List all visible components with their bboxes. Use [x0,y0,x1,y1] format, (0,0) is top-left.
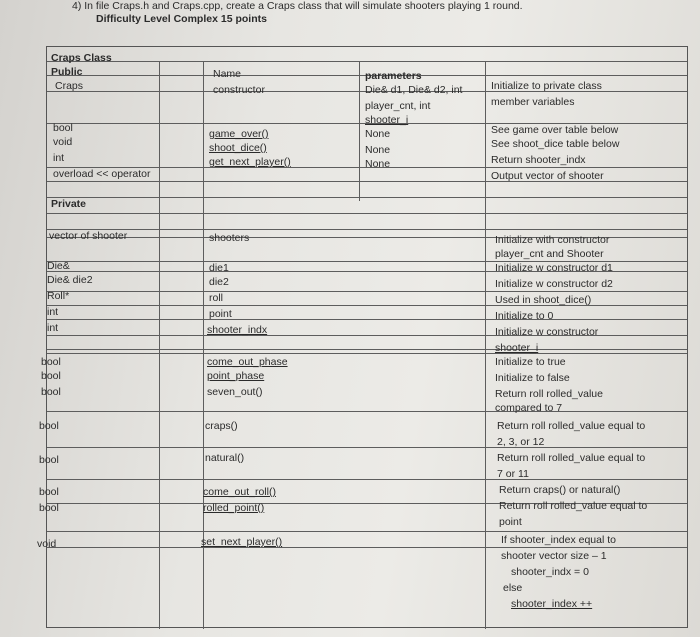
desc-line: Initialize to private class [491,80,602,92]
member-name: rolled_point() [203,502,265,514]
type-cell: bool [41,370,61,382]
desc-line: Initialize to 0 [495,310,554,322]
desc-line: Initialize to true [495,356,566,368]
desc-line: Return roll rolled_value equal to [497,420,646,432]
member-name: set_next_player() [201,536,283,548]
type-cell: bool [41,386,61,398]
desc-line: else [503,582,523,594]
desc-line: Used in shoot_dice() [495,294,592,306]
desc-line: Return craps() or natural() [499,484,621,496]
desc-line: compared to 7 [495,402,563,414]
member-name: come_out_phase [207,356,288,368]
difficulty-text: Difficulty Level Complex 15 points [96,13,267,25]
parameters-header: parameters [365,70,422,82]
desc-line: shooter vector size – 1 [501,550,607,562]
type-cell: Roll* [47,290,70,302]
type-cell: bool [53,122,73,134]
desc-line: Output vector of shooter [491,170,604,182]
desc-line: player_cnt and Shooter [495,248,604,260]
desc-line: Initialize w constructor d1 [495,262,613,274]
param-line: Die& d1, Die& d2, int [365,84,463,96]
question-text: 4) In file Craps.h and Craps.cpp, create a Craps class that will simulate shooters playing 1 round. [72,0,523,12]
param-cell: None [365,144,391,156]
desc-line: See shoot_dice table below [491,138,620,150]
constructor-label: constructor [213,84,265,96]
type-cell: int [47,322,59,334]
desc-line: Initialize to false [495,372,570,384]
type-cell: int [47,306,59,318]
desc-line: shooter_indx = 0 [511,566,589,578]
desc-line: Initialize w constructor [495,326,599,338]
member-name: game_over() [209,128,269,140]
type-cell: bool [39,454,59,466]
desc-line: shooter_i [495,342,539,354]
member-name: get_next_player() [209,156,291,168]
member-name: shooters [209,232,250,244]
desc-line: shooter_index ++ [511,598,593,610]
member-name: craps() [205,420,238,432]
desc-line: If shooter_index equal to [501,534,616,546]
member-name: point [209,308,232,320]
type-cell: overload << operator [53,168,151,180]
desc-line: member variables [491,96,575,108]
desc-line: Return roll rolled_value [495,388,603,400]
member-name: come_out_roll() [203,486,276,498]
param-cell: None [365,128,391,140]
member-name: natural() [205,452,245,464]
type-cell: void [53,136,73,148]
type-cell: bool [39,420,59,432]
type-cell: void [37,538,57,550]
class-name: Craps [55,80,84,92]
desc-line: Return shooter_indx [491,154,586,166]
type-cell: Die& [47,260,70,272]
desc-line: Initialize with constructor [495,234,610,246]
craps-class-table [37,46,688,628]
public-label: Public [51,66,83,78]
member-name: point_phase [207,370,265,382]
member-name: shooter_indx [207,324,268,336]
type-cell: int [53,152,65,164]
name-header: Name [213,68,242,80]
desc-line: 7 or 11 [497,468,529,480]
type-cell: bool [39,502,59,514]
class-label: Craps Class [51,52,112,64]
desc-line: Return roll rolled_value equal to [497,452,646,464]
private-label: Private [51,198,87,210]
member-name: shoot_dice() [209,142,267,154]
param-line: player_cnt, int [365,100,431,112]
desc-line: Return roll rolled_value equal to [499,500,648,512]
type-cell: bool [41,356,61,368]
member-name: die1 [209,262,229,274]
param-cell: None [365,158,391,170]
member-name: seven_out() [207,386,263,398]
desc-line: point [499,516,522,528]
member-name: die2 [209,276,229,288]
member-name: roll [209,292,224,304]
type-cell: Die& die2 [47,274,93,286]
desc-line: Initialize w constructor d2 [495,278,613,290]
type-cell: vector of shooter [49,230,128,242]
assignment-heading [72,0,523,26]
param-line: shooter_i [365,114,409,126]
desc-line: 2, 3, or 12 [497,436,545,448]
type-cell: bool [39,486,59,498]
desc-line: See game over table below [491,124,619,136]
